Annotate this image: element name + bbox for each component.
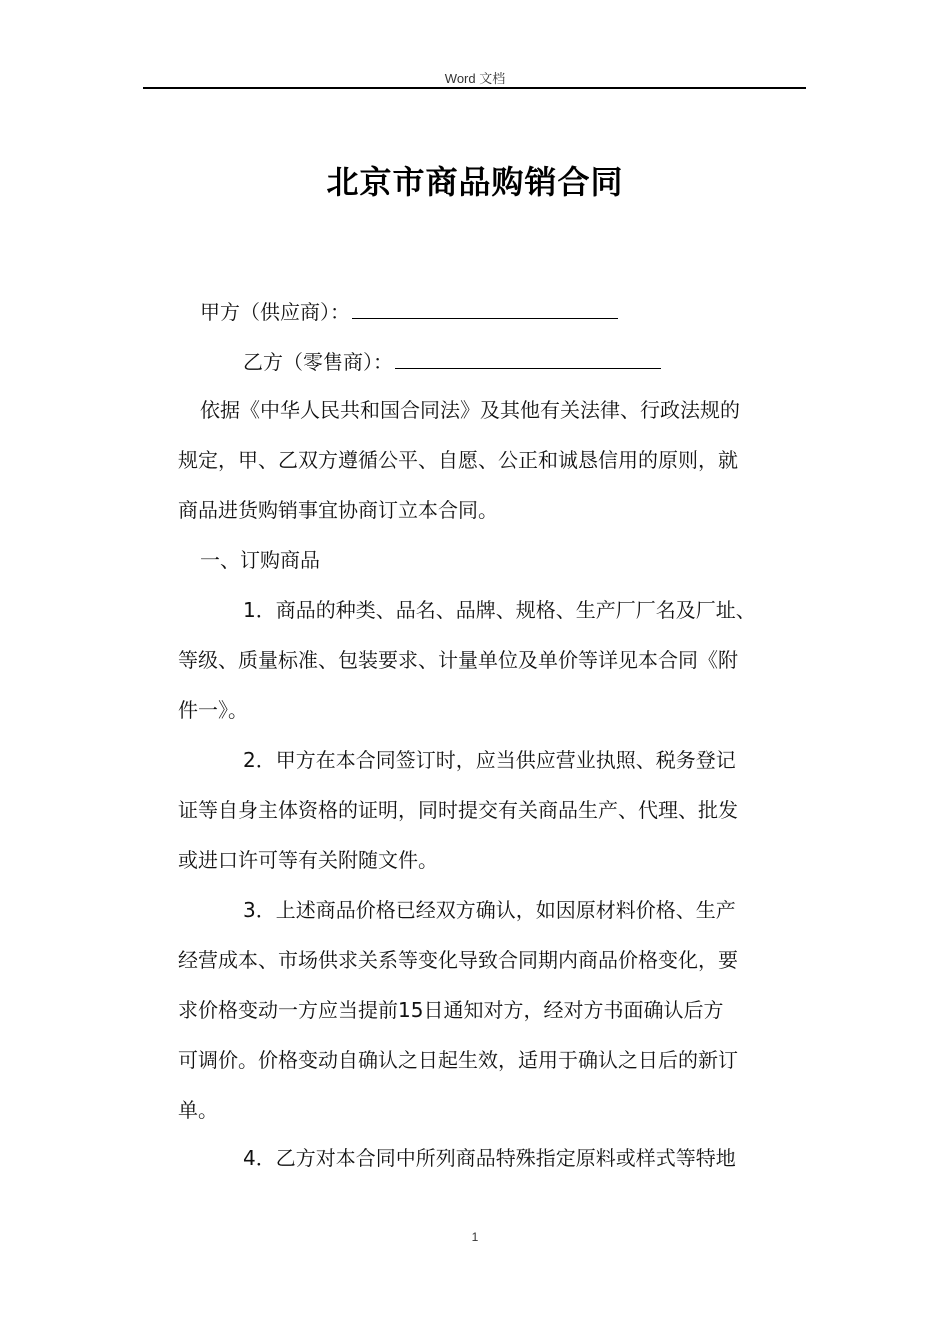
body-line: 等级、质量标准、包装要求、计量单位及单价等详见本合同《附 <box>178 648 738 672</box>
section-heading: 一、订购商品 <box>200 548 320 572</box>
page-header: Word 文档 <box>444 71 506 86</box>
body-line: 商品进货购销事宜协商订立本合同。 <box>178 498 498 522</box>
body-line: 规定，甲、乙双方遵循公平、自愿、公正和诚恳信用的原则，就 <box>178 448 738 472</box>
party-a-blank <box>352 298 618 319</box>
body-line: 可调价。价格变动自确认之日起生效，适用于确认之日后的新订 <box>178 1048 738 1072</box>
header-rule <box>143 87 806 89</box>
body-line: 3．上述商品价格已经双方确认，如因原材料价格、生产 <box>243 898 736 922</box>
body-line: 求价格变动一方应当提前15日通知对方，经对方书面确认后方 <box>178 998 724 1022</box>
party-b-blank <box>395 348 661 369</box>
body-line: 件一》。 <box>178 698 248 722</box>
body-line: 或进口许可等有关附随文件。 <box>178 848 438 872</box>
body-line: 经营成本、市场供求关系等变化导致合同期内商品价格变化，要 <box>178 948 738 972</box>
party-a-label: 甲方（供应商）： <box>200 300 350 324</box>
body-line: 单。 <box>178 1098 218 1122</box>
body-line: 1．商品的种类、品名、品牌、规格、生产厂厂名及厂址、 <box>243 598 756 622</box>
body-line: 依据《中华人民共和国合同法》及其他有关法律、行政法规的 <box>200 398 740 422</box>
body-line: 4．乙方对本合同中所列商品特殊指定原料或样式等特地 <box>243 1146 736 1170</box>
party-b-label: 乙方（零售商）： <box>243 350 393 374</box>
page-number: 1 <box>471 1230 479 1244</box>
document-title: 北京市商品购销合同 <box>326 163 624 201</box>
body-line: 2．甲方在本合同签订时，应当供应营业执照、税务登记 <box>243 748 736 772</box>
body-line: 证等自身主体资格的证明，同时提交有关商品生产、代理、批发 <box>178 798 738 822</box>
party-b-line <box>243 348 661 374</box>
party-a-line <box>200 298 618 324</box>
